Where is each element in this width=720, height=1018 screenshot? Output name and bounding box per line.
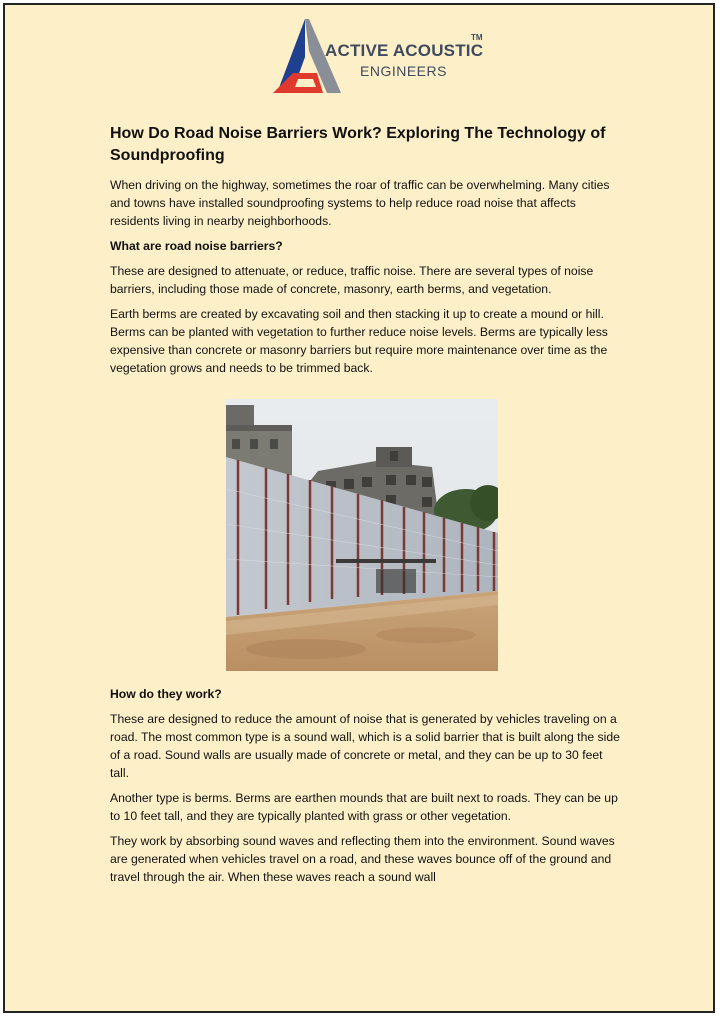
trademark-mark: TM xyxy=(471,33,483,42)
intro-paragraph: When driving on the highway, sometimes the roar of traffic can be overwhelming. Many cities and towns have installed soundproofing systems to help reduce road noise that affects residents living in nearby neighborhoods. xyxy=(110,178,610,228)
noise-barrier-photo xyxy=(226,399,498,671)
logo-subtitle: ENGINEERS xyxy=(360,63,447,79)
paragraph-what-2: Earth berms are created by excavating soil and then stacking it up to create a mound or hill. Berms can be planted with vegetation to further reduce noise levels. Berms are typically less expensive than concrete or masonry barriers but require more maintenance over time as the vegetation grows and needs to be trimmed back. xyxy=(110,307,608,375)
article-title: How Do Road Noise Barriers Work? Exploring The Technology of Soundproofing xyxy=(110,125,606,164)
paragraph-how-3: They work by absorbing sound waves and reflecting them into the environment. Sound waves are generated when vehicles travel on a road, and these waves bounce off of the ground and travel through the air. When these waves reach a sound wall xyxy=(110,834,615,884)
section-heading-what: What are road noise barriers? xyxy=(110,239,283,253)
company-logo xyxy=(260,17,500,102)
paragraph-how-2: Another type is berms. Berms are earthen mounds that are built next to roads. They can be up to 10 feet tall, and they are typically planted with grass or other vegetation. xyxy=(110,791,618,823)
document-page xyxy=(3,3,715,1013)
section-heading-how: How do they work? xyxy=(110,687,222,701)
paragraph-what-1: These are designed to attenuate, or reduce, traffic noise. There are several types of noise barriers, including those made of concrete, masonry, earth berms, and vegetation. xyxy=(110,264,594,296)
paragraph-how-1: These are designed to reduce the amount of noise that is generated by vehicles traveling on a road. The most common type is a sound wall, which is a solid barrier that is built along the side of a road. Sound walls are usually made of concrete or metal, and they can be up to 30 feet tall. xyxy=(110,712,620,780)
article-body xyxy=(110,123,620,893)
logo-name: ACTIVE ACOUSTIC xyxy=(325,41,484,60)
